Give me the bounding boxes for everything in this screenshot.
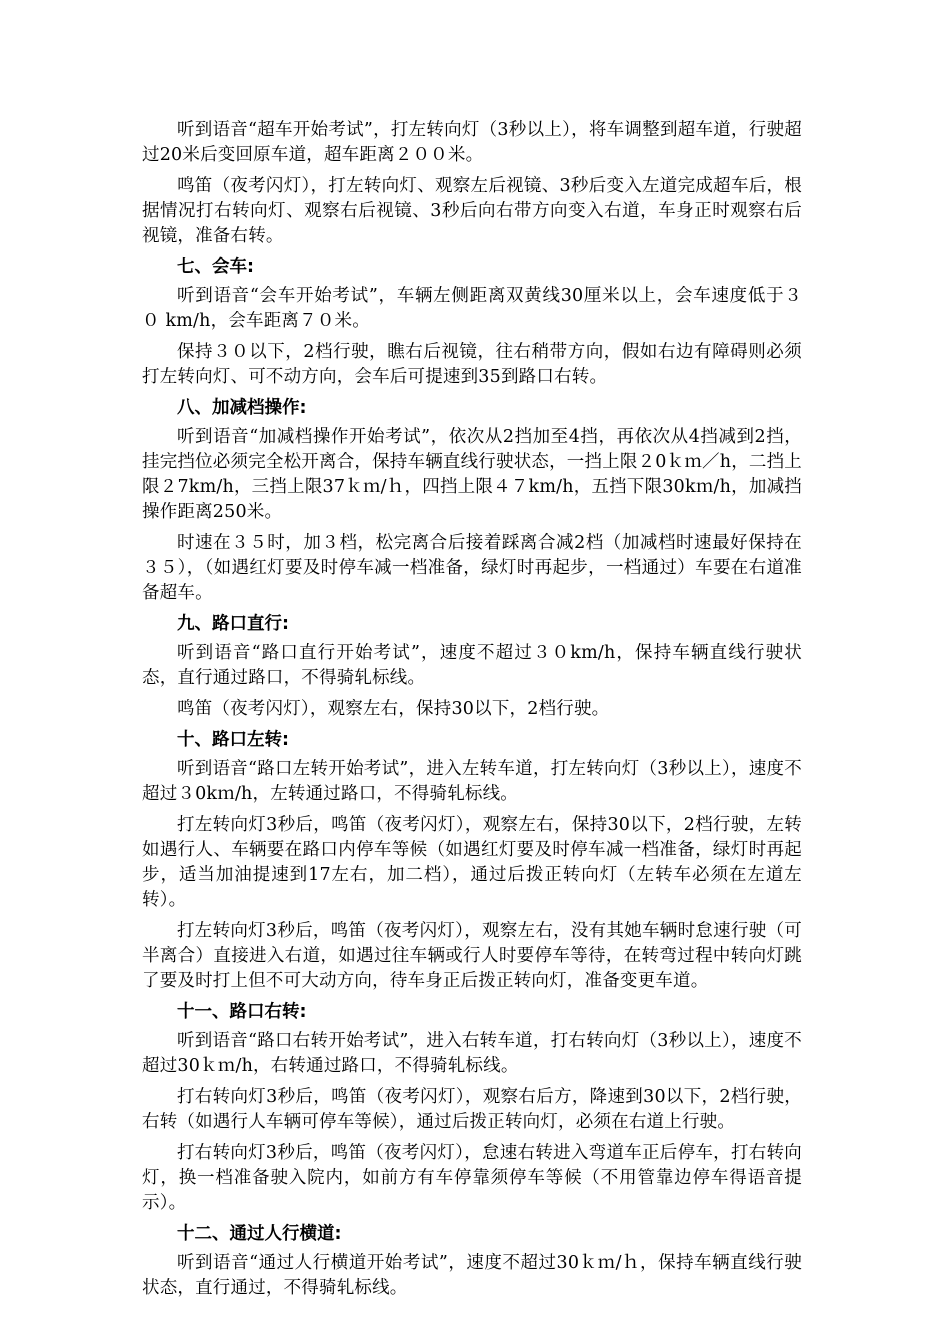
section-heading: 十二、通过人行横道: bbox=[177, 1224, 342, 1244]
paragraph: 听到语音“路口左转开始考试”，进入左转车道，打左转向灯（3秒以上），速度不超过３0kｍ/h，左转通过路口，不得骑轧标线。 bbox=[142, 759, 802, 804]
paragraph: 时速在３５时，加３档，松完离合后接着踩离合减2档（加减档时速最好保持在３５），（如遇红灯要及时停车减一档准备，绿灯时再起步，一档通过）车要在右道准备超车。 bbox=[142, 533, 802, 603]
section-heading: 七、会车: bbox=[177, 257, 254, 277]
paragraph: 打右转向灯3秒后，鸣笛（夜考闪灯），怠速右转进入弯道车正后停车，打右转向灯，换一档准备驶入院内，如前方有车停靠须停车等候（不用管靠边停车得语音提示）。 bbox=[142, 1143, 802, 1213]
paragraph: 打左转向灯3秒后，鸣笛（夜考闪灯），观察左右，没有其她车辆时怠速行驶（可半离合）直接进入右道，如遇过往车辆或行人时要停车等待，在转弯过程中转向灯跳了要及时打上但不可大动方向，待车身正后拨正转向灯，准备变更车道。 bbox=[142, 921, 802, 991]
section-heading: 十一、路口右转: bbox=[177, 1002, 307, 1022]
paragraph: 鸣笛（夜考闪灯），打左转向灯、观察左后视镜、3秒后变入左道完成超车后，根据情况打右转向灯、观察右后视镜、3秒后向右带方向变入右道，车身正时观察右后视镜，准备右转。 bbox=[142, 176, 802, 246]
section-heading: 九、路口直行: bbox=[177, 614, 289, 634]
paragraph: 听到语音“路口右转开始考试”，进入右转车道，打右转向灯（3秒以上），速度不超过30ｋｍ/h，右转通过路口，不得骑轧标线。 bbox=[142, 1031, 802, 1076]
paragraph: 听到语音“路口直行开始考试”，速度不超过３０km/h，保持车辆直线行驶状态，直行通过路口，不得骑轧标线。 bbox=[142, 643, 802, 688]
paragraph: 鸣笛（夜考闪灯），观察左右，保持30以下，2档行驶。 bbox=[177, 699, 610, 719]
paragraph: 听到语音“超车开始考试”，打左转向灯（3秒以上），将车调整到超车道，行驶超过20米后变回原车道，超车距离２００米。 bbox=[142, 120, 802, 165]
paragraph: 打右转向灯3秒后，鸣笛（夜考闪灯），观察右后方，降速到30以下，2档行驶，右转（如遇行人车辆可停车等候），通过后拨正转向灯，必须在右道上行驶。 bbox=[142, 1087, 802, 1132]
paragraph: 听到语音“通过人行横道开始考试”，速度不超过30ｋｍ/ｈ，保持车辆直线行驶状态，直行通过，不得骑轧标线。 bbox=[142, 1253, 802, 1298]
section-heading: 八、加减档操作: bbox=[177, 398, 307, 418]
paragraph: 打左转向灯3秒后，鸣笛（夜考闪灯），观察左右，保持30以下，2档行驶，左转如遇行人、车辆要在路口内停车等候（如遇红灯要及时停车减一档准备，绿灯时再起步，适当加油提速到17左右，加二档），通过后拨正转向灯（左转车必须在左道左转）。 bbox=[142, 815, 802, 910]
paragraph: 保持３０以下，2档行驶，瞧右后视镜，往右稍带方向，假如右边有障碍则必须打左转向灯、可不动方向，会车后可提速到35到路口右转。 bbox=[142, 342, 802, 387]
paragraph: 听到语音“会车开始考试”，车辆左侧距离双黄线30厘米以上，会车速度低于３０ km/h，会车距离７０米。 bbox=[142, 286, 802, 331]
section-heading: 十、路口左转: bbox=[177, 730, 289, 750]
paragraph: 听到语音“加减档操作开始考试”，依次从2挡加至4挡，再依次从4挡减到2挡，挂完挡位必须完全松开离合，保持车辆直线行驶状态，一挡上限２0ｋｍ／h，二挡上限２7km/h，三挡上限37ｋｍ/ｈ，四挡上限４７km/h，五挡下限30kｍ/h，加减挡操作距离250米。 bbox=[142, 427, 803, 522]
